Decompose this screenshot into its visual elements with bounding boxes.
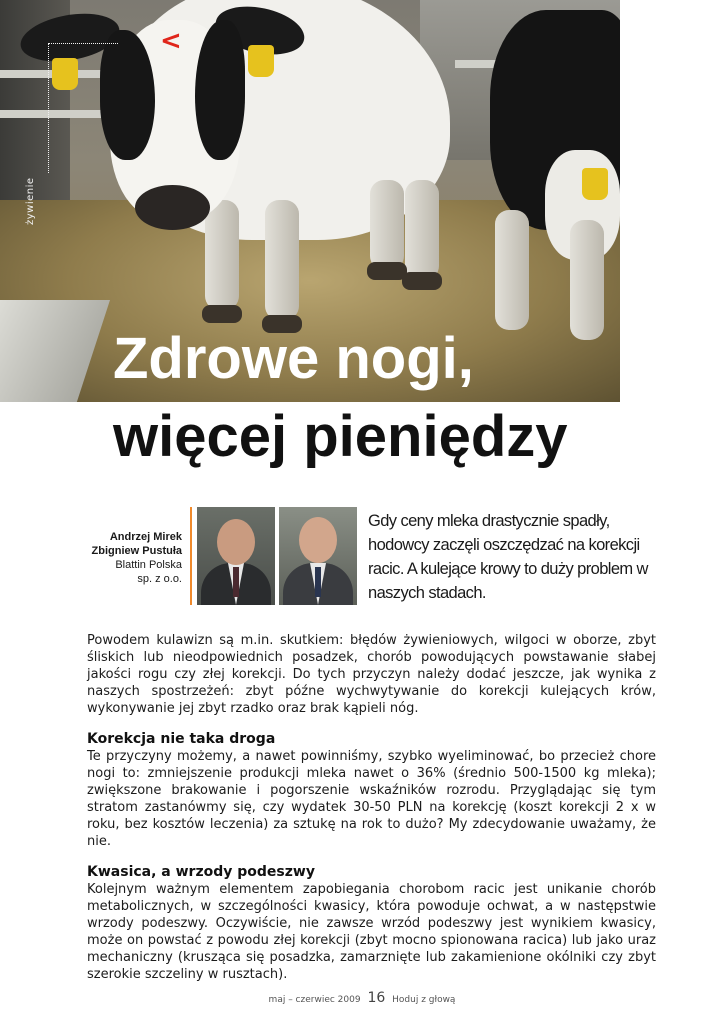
issue-date: maj – czerwiec 2009 <box>268 995 361 1005</box>
title-line-1: Zdrowe nogi, <box>113 326 474 391</box>
title-line-2: więcej pieniędzy <box>113 404 568 469</box>
section-heading: Kwasica, a wrzody podeszwy <box>87 864 315 880</box>
section-heading: Korekcja nie taka droga <box>87 731 276 747</box>
author-photo <box>279 507 357 605</box>
ear-tag <box>248 45 274 77</box>
author-name: Andrzej Mirek <box>109 531 182 543</box>
ear-tag <box>52 58 78 90</box>
accent-divider <box>190 507 192 605</box>
magazine-name: Hoduj z głową <box>392 995 456 1005</box>
article-title <box>113 320 713 476</box>
ear-tag <box>582 168 608 200</box>
author-photo <box>197 507 275 605</box>
intro-paragraph: Powodem kulawizn są m.in. skutkiem: błędów żywieniowych, wilgoci w oborze, zbyt śliskich lub nieodpowiednich posadzek, chorób powodujących powstawanie słabej jakości rogu czy złej korekcji. Do tych przyczyn należy dodać jeszcze, jak wynika z naszych spostrzeżeń: zbyt późne wychwytywanie do korekcji kulejących krów, wykonywanie jej zbyt rzadko oraz brak kąpieli nóg. <box>87 633 656 716</box>
section-paragraph: Te przyczyny możemy, a nawet powinniśmy, szybko wyeliminować, bo przecież chore nogi to: zmniejszenie produkcji mleka nawet o 36% (średnio 500-1500 kg mleka); zwiększone brakowanie i pogorszenie wskaźników rozrodu. Przyglądając się tym stratom zastanówmy się, czy wydatek 30-50 PLN na korekcję (koszt korekcji 2 x w roku, bez kosztów leczenia) za sztukę na rok to dużo? My zdecydowanie uważamy, że nie. <box>87 749 656 849</box>
decorative-corner <box>48 43 49 173</box>
page-footer <box>0 990 724 1006</box>
section-label: żywienie <box>25 177 36 225</box>
author-name: Zbigniew Pustuła <box>91 545 182 557</box>
page-number: 16 <box>367 990 386 1006</box>
author-company: Blattin Polska <box>115 559 182 571</box>
section-paragraph: Kolejnym ważnym elementem zapobiegania chorobom racic jest unikanie chorób metabolicznych, w szczególności kwasicy, która powoduje ochwat, a w następstwie wrzody podeszwy. Oczywiście, nie zawsze wrzód podeszwy jest wynikiem kwasicy, może on powstać z powodu złej korekcji (zbyt mocno spionowana racica) lub jako uraz mechaniczny (krusząca się posadzka, zamarznięte lub zakamienione okólniki czy zbyt szerokie szczeliny w rusztach). <box>87 882 656 982</box>
author-company: sp. z o.o. <box>137 573 182 585</box>
back-arrow-icon[interactable]: < <box>160 26 182 56</box>
author-block <box>60 530 182 586</box>
lead-paragraph: Gdy ceny mleka drastycznie spadły, hodowcy zaczęli oszczędzać na korekcji racic. A kulejące krowy to duży problem w naszych stadach. <box>368 512 648 602</box>
decorative-corner <box>48 43 118 44</box>
